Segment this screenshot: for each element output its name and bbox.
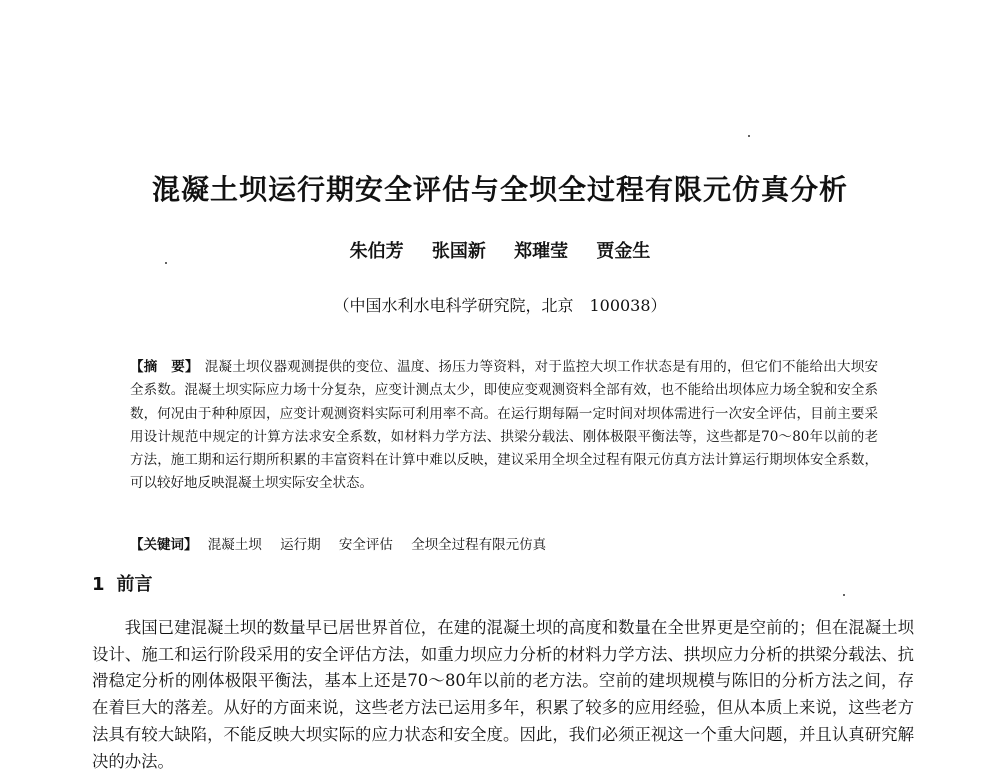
abstract (130, 356, 878, 496)
body-paragraph: 我国已建混凝土坝的数量早已居世界首位，在建的混凝土坝的高度和数量在全世界更是空前的；但在混凝土坝设计、施工和运行阶段采用的安全评估方法，如重力坝应力分析的材料力学方法、拱坝应力分析的拱梁分载法、抗滑稳定分析的刚体极限平衡法，基本上还是70～80年以前的老方法。空前的建坝规模与陈旧的分析方法之间，存在着巨大的落差。从好的方面来说，这些老方法已运用多年，积累了较多的应用经验，但从本质上来说，这些老方法具有较大缺陷，不能反映大坝实际的应力状态和安全度。因此，我们必须正视这一个重大问题，并且认真研究解决的办法。 (92, 618, 914, 771)
author-name: 朱伯芳 (349, 241, 404, 262)
paper-title: 混凝土坝运行期安全评估与全坝全过程有限元仿真分析 (151, 173, 848, 206)
abstract-label: 【摘 要】 (130, 359, 199, 375)
author-name: 张国新 (431, 241, 486, 262)
section-title: 前言 (116, 574, 153, 595)
affiliation: （中国水利水电科学研究院，北京 100038） (333, 296, 667, 315)
section-number: 1 (92, 574, 105, 595)
author-name: 贾金生 (596, 241, 651, 262)
section-heading (92, 572, 153, 598)
keyword: 全坝全过程有限元仿真 (411, 537, 547, 553)
keywords-label: 【关键词】 (130, 537, 198, 553)
abstract-text: 混凝土坝仪器观测提供的变位、温度、扬压力等资料，对于监控大坝工作状态是有用的，但它们不能给出大坝安全系数。混凝土坝实际应力场十分复杂，应变计测点太少，即使应变观测资料全部有效，也不能给出坝体应力场全貌和安全系数，何况由于种种原因，应变计观测资料实际可利用率不高。在运行期每隔一定时间对坝体需进行一次安全评估，目前主要采用设计规范中规定的计算方法求安全系数，如材料力学方法、拱梁分载法、刚体极限平衡法等，这些都是70～80年以前的老方法，施工期和运行期所积累的丰富资料在计算中难以反映，建议采用全坝全过程有限元仿真方法计算运行期坝体安全系数，可以较好地反映混凝土坝实际安全状态。 (130, 359, 879, 492)
scan-speck (748, 135, 750, 137)
scan-speck (843, 594, 845, 596)
keywords (130, 534, 878, 556)
author-name: 郑璀莹 (514, 241, 569, 262)
keyword: 安全评估 (338, 537, 393, 553)
keyword: 运行期 (280, 537, 321, 553)
author-list (0, 238, 1000, 266)
keyword: 混凝土坝 (207, 537, 262, 553)
